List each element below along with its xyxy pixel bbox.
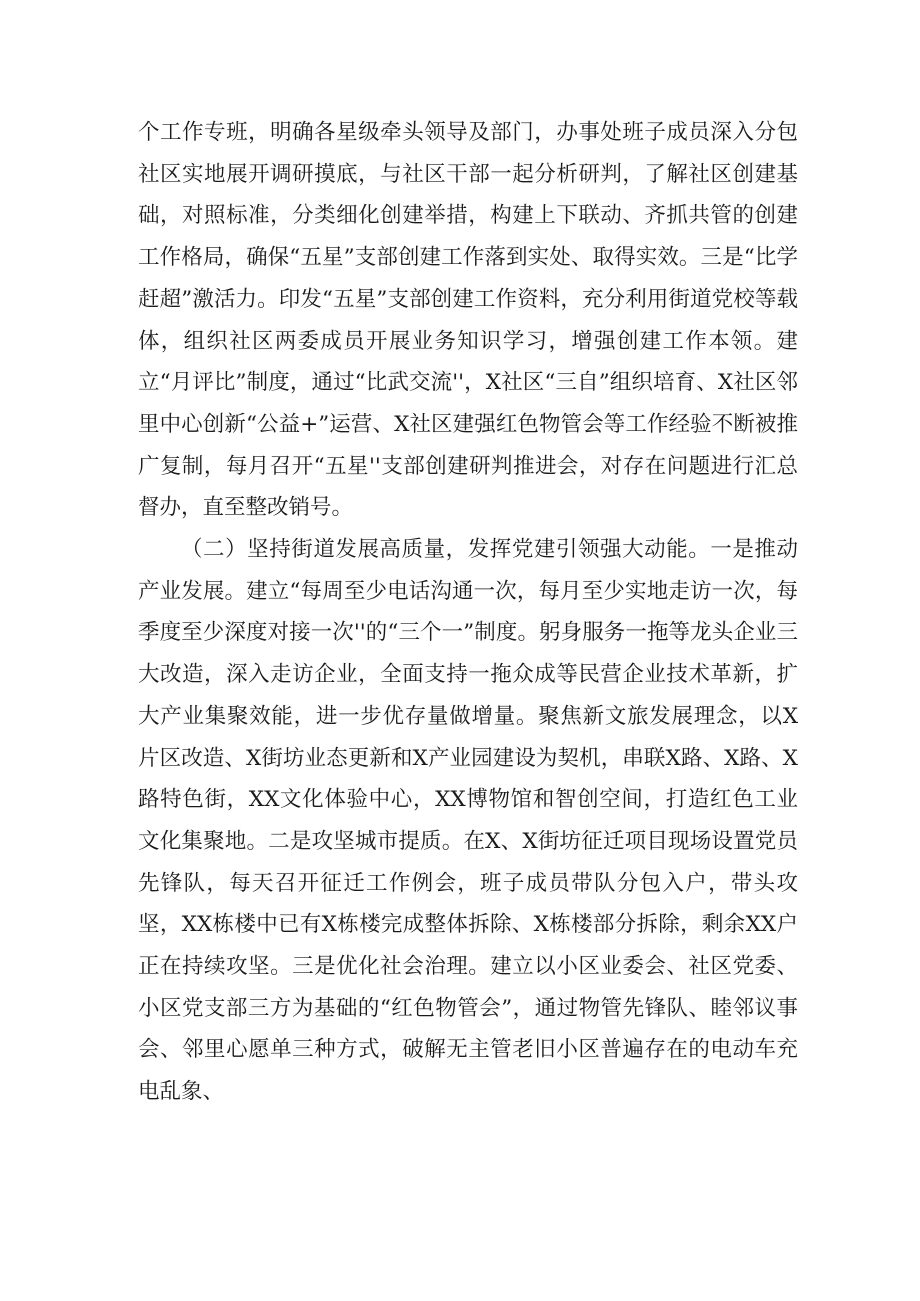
body-paragraph-1: 个工作专班，明确各星级牵头领导及部门，办事处班子成员深入分包社区实地展开调研摸底，与社区干部一起分析研判，了解社区创建基础，对照标准，分类细化创建举措，构建上下联动、齐抓共管的创建工作格局，确保“五星”支部创建工作落到实处、取得实效。三是“比学赶超”激活力。印发“五星”支部创建工作资料，充分利用街道党校等载体，组织社区两委成员开展业务知识学习，增强创建工作本领。建立“月评比”制度，通过“比武交流''，X社区“三自”组织培育、X社区邻里中心创新“公益+”运营、X社区建强红色物管会等工作经验不断被推广复制，每月召开“五星''支部创建研判推进会，对存在问题进行汇总督办，直至整改销号。 xyxy=(138,120,798,521)
document-page xyxy=(138,112,798,1113)
body-paragraph-2: （二）坚持街道发展高质量，发挥党建引领强大动能。一是推动产业发展。建立“每周至少电话沟通一次，每月至少实地走访一次，每季度至少深度对接一次''的“三个一”制度。躬身服务一拖等龙头企业三大改造，深入走访企业，全面支持一拖众成等民营企业技术革新，扩大产业集聚效能，进一步优存量做增量。聚焦新文旅发展理念，以X片区改造、X街坊业态更新和X产业园建设为契机，串联X路、X路、X路特色街，XX文化体验中心，XX博物馆和智创空间，打造红色工业文化集聚地。二是攻坚城市提质。在X、X街坊征迁项目现场设置党员先锋队，每天召开征迁工作例会，班子成员带队分包入户，带头攻坚，XX栋楼中已有X栋楼完成整体拆除、X栋楼部分拆除，剩余XX户正在持续攻坚。三是优化社会治理。建立以小区业委会、社区党委、小区党支部三方为基础的“红色物管会”，通过物管先锋队、睦邻议事会、邻里心愿单三种方式，破解无主管老旧小区普遍存在的电动车充电乱象、 xyxy=(138,537,798,1105)
